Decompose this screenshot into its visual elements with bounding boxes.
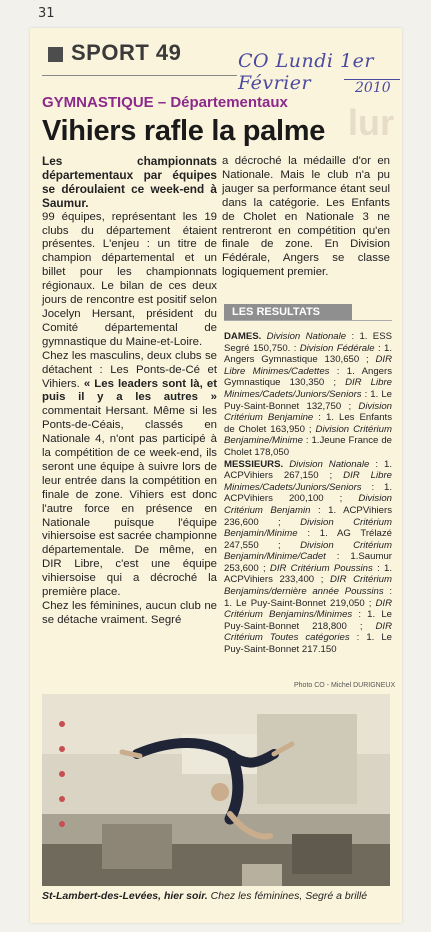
result-category: Division Nationale bbox=[266, 331, 347, 342]
result-text: : 1.Jeune France de Cholet 178,050 bbox=[224, 435, 392, 458]
result-category: DIR Critérium Benjamins/dernière année Poussins bbox=[224, 574, 392, 598]
result-category: DIR Critérium Poussins bbox=[269, 562, 373, 574]
paragraph-text: commentait Hersant. Même si les Ponts-de-Céais, classés en Nationale 4, n'ont pas participé à la compétition de ce week-end, ils seront une équipe à suivre lors de leur entrée dans la compétition en finale de zone. Vihiers est donc l'autre force en présence en Nationale puisque l'équipe vihiersoise est sacrée championne départementale. De même, en DIR Libre, c'est une équipe vihiersoise qui a décroché la première place. bbox=[42, 405, 217, 599]
paragraph-text: Chez les masculins, deux clubs se détachent : Les Ponts-de-Cé et Vihiers. bbox=[42, 349, 217, 390]
newspaper-clipping bbox=[30, 28, 402, 923]
ghost-letters: lur bbox=[348, 102, 395, 143]
result-text: : 1. Le Puy-Saint-Bonnet 219,050 ; bbox=[224, 586, 392, 609]
result-category: Division Nationale bbox=[289, 458, 370, 470]
result-text: : 1. Le Puy-Saint-Bonnet 132,750 ; bbox=[224, 388, 392, 412]
paragraph: a décroché la médaille d'or en Nationale. Mais le club n'a pu jauger sa performance étant seul dans la catégorie. Les Enfants de Cholet en Nationale 3 ne rentreront en compétition qu'en finale de zone. En Division Fédérale, Angers se classe logiquement premier. bbox=[222, 155, 390, 279]
caption-text: Chez les féminines, Segré a brillé bbox=[207, 890, 368, 902]
result-category: DIR Libre Minimes/Cadets/Juniors/Seniors bbox=[224, 470, 392, 493]
result-category: DIR Critérium Benjamins/Minimes bbox=[224, 597, 392, 621]
article-column-left bbox=[42, 155, 217, 628]
result-category: Division Critérium Benjamin/Minime/Cadet bbox=[224, 539, 392, 563]
handwritten-date-note: CO Lundi 1er Février bbox=[238, 50, 374, 94]
result-text: : 1. AG Trélazé 247,550 ; bbox=[224, 528, 392, 551]
results-list bbox=[224, 331, 392, 656]
results-dames bbox=[224, 331, 392, 459]
results-label: MESSIEURS. bbox=[224, 458, 284, 470]
result-text: : 1. ACPVihiers 236,600 ; bbox=[224, 504, 392, 528]
result-text: : 1. Angers Gymnastique 130,350 ; bbox=[224, 365, 392, 389]
photo-credit: Photo CO - Michel DURIGNEUX bbox=[294, 682, 396, 689]
result-category: Division Critérium Benjamine/Minime bbox=[224, 423, 392, 447]
result-category: DIR Critérium Toutes catégories bbox=[224, 620, 392, 644]
result-text: : 1. ESS Segré 150,750. : bbox=[224, 331, 392, 354]
paragraph bbox=[42, 350, 217, 600]
results-rule bbox=[224, 320, 392, 321]
section-marker-square bbox=[48, 47, 63, 62]
result-text: : 1. Le Puy-Saint-Bonnet 218,800 ; bbox=[224, 609, 392, 632]
gymnast-photo bbox=[42, 694, 390, 886]
caption-location: St-Lambert-des-Levées, hier soir. bbox=[42, 890, 208, 902]
article-headline: Vihiers rafle la palme bbox=[42, 115, 326, 147]
page-number: 31 bbox=[38, 6, 55, 21]
result-text: : 1. Les Enfants de Cholet 163,950 ; bbox=[224, 412, 392, 435]
gymnast-photo-illustration bbox=[42, 694, 390, 886]
results-heading: LES RESULTATS bbox=[224, 304, 352, 320]
result-category: Division Critérium Benjamin/Minime bbox=[224, 516, 392, 540]
section-title: SPORT 49 bbox=[71, 40, 182, 65]
handwritten-year: 2010 bbox=[355, 80, 391, 96]
result-category: Division Critérium Benjamin bbox=[224, 493, 392, 516]
article-kicker: GYMNASTIQUE – Départementaux bbox=[42, 94, 288, 111]
photo-caption bbox=[42, 890, 392, 902]
result-category: Division Critérium Benjamine bbox=[224, 400, 392, 424]
results-label: DAMES. bbox=[224, 331, 262, 342]
paragraph: 99 équipes, représentant les 19 clubs du département étaient présentes. L'enjeu : un titre de champion départemental et un billet pour les championnats régionaux. Le bilan de ces deux jours de rencontre est positif selon Jocelyn Hersant, président du Comité départemental de gymnastique du Maine-et-Loire. bbox=[42, 210, 217, 348]
article-lead: Les championnats départementaux par équipes se déroulaient ce week-end à Saumur. bbox=[42, 154, 217, 210]
result-text: : 1. ACPVihiers 267,150 ; bbox=[224, 458, 392, 482]
result-text: : 1. Le Puy-Saint-Bonnet 217.150 bbox=[224, 632, 392, 656]
result-text: : 1. Angers Gymnastique 130,650 ; bbox=[224, 342, 393, 366]
result-category: DIR Libre Minimes/Cadettes bbox=[224, 354, 392, 377]
result-category: DIR Libre Minimes/Cadets/Juniors/Seniors bbox=[224, 377, 392, 400]
result-category: Division Fédérale bbox=[299, 342, 375, 354]
results-messieurs bbox=[224, 459, 392, 656]
result-text: : 1. ACPVihiers 200,100 ; bbox=[224, 481, 392, 505]
paragraph: Chez les féminines, aucun club ne se détache vraiment. Segré bbox=[42, 600, 217, 626]
result-text: : 1. ACPVihiers 233,400 ; bbox=[224, 562, 392, 586]
article-column-right bbox=[222, 155, 390, 280]
quote: « Les leaders sont là, et puis il y a les autres » bbox=[42, 377, 217, 404]
section-rule bbox=[42, 75, 237, 76]
result-text: : 1.Saumur 253,600 ; bbox=[224, 551, 392, 574]
